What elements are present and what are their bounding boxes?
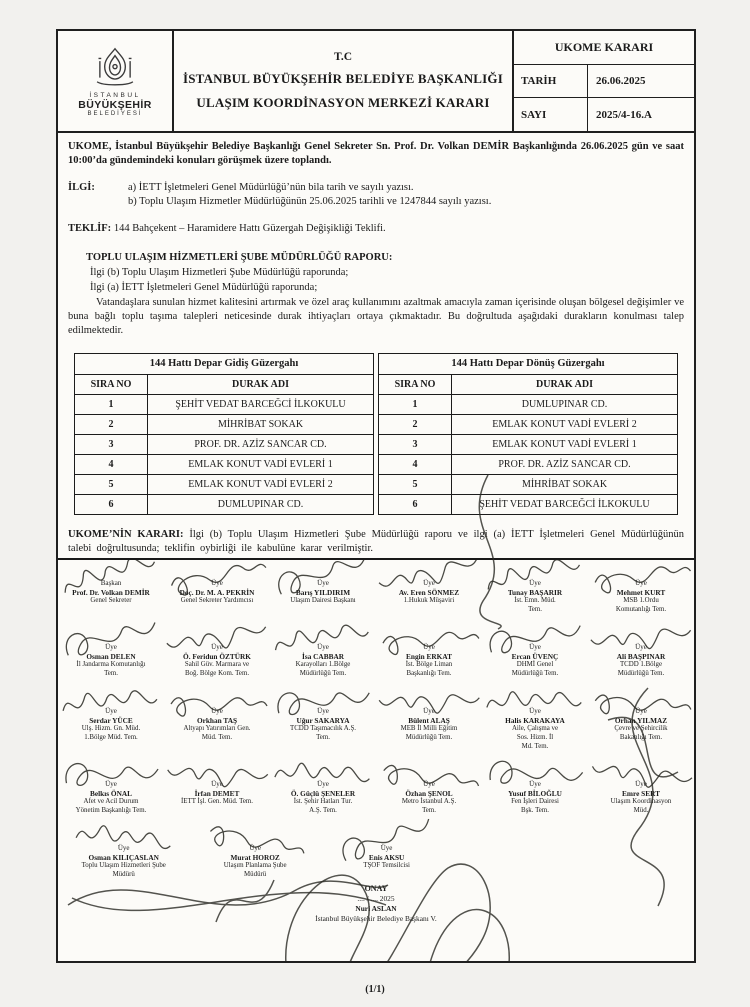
signature-org: Müdürlüğü Tem. [299, 669, 347, 677]
intro-paragraph: UKOME, İstanbul Büyükşehir Belediye Başkanlığı Genel Sekreter Sn. Prof. Dr. Volkan DEMİR Başkanlığında 26.06.2025 gün ve saat 10:00’da gündemindeki konuları görüşmek üzere toplandı. [68, 141, 684, 166]
column-header-sira-no: SIRA NO [379, 375, 452, 395]
route-table-title: 144 Hattı Depar Dönüş Güzergahı [379, 354, 678, 375]
signature-org: Md. Tem. [521, 742, 549, 750]
karar-text: İlgi (b) Toplu Ulaşım Hizmetleri Şube Müdürlüğü raporu ve ilgi (a) İETT İşletmeleri Genel Müdürlüğünün talebi doğrultusunda; teklifin oybirliği ile kabulüne karar verilmiştir. [68, 529, 684, 554]
page-number: (1/1) [365, 984, 385, 995]
rapor-paragraph: Vatandaşlara sunulan hizmet kalitesini artırmak ve özel araç kullanımını azaltmak amacıyla zaman içerisinde oluşan bölgesel değişimler ve buna bağlı toplu taşıma talepleri neticesinde durak ihtiyaçları ortaya çıkmaktadır. Bu doğrultuda aşağıdaki durakların konulması talep edilmektedir. [68, 297, 684, 336]
signature-row [58, 568, 694, 614]
ilgi-label: İLGİ: [68, 182, 95, 193]
signature-org: Ulş. Hizm. Gn. Müd. [81, 725, 141, 733]
signature-org: TCDD 1.Bölge [619, 661, 663, 669]
signature-org: MSB 1.Ordu [623, 597, 659, 604]
signature-block [588, 769, 694, 815]
document-title-cell [174, 31, 514, 131]
onay-block [58, 884, 694, 924]
signature-block [164, 632, 270, 678]
signature-row [58, 769, 694, 815]
signature-org: TCDD Taşımacılık A.Ş. [290, 725, 356, 733]
signature-org: Çevre ve Şehircilik [614, 725, 668, 733]
signature-block [270, 696, 376, 751]
stop-name: ŞEHİT VEDAT BARCEĞCİ İLKOKULU [148, 395, 374, 415]
table-row [75, 475, 374, 495]
signature-role: Üye [529, 780, 541, 789]
signature-role: Üye [317, 780, 329, 789]
route-table-gidis [74, 353, 374, 515]
stop-name: EMLAK KONUT VADİ EVLERİ 2 [148, 475, 374, 495]
signature-name: Ali BAŞPINAR [616, 652, 666, 662]
signature-name: Yusuf BİLOĞLU [508, 789, 562, 799]
signature-name: Belkıs ÖNAL [90, 789, 132, 799]
signature-role: Üye [423, 780, 435, 789]
signature-org: İst. Emn. Müd. [514, 597, 556, 604]
column-header-sira-no: SIRA NO [75, 375, 148, 395]
signature-org: Sos. Hizm. İl [516, 733, 554, 741]
onay-name: Nuri ASLAN [355, 903, 397, 913]
signature-org: Aile, Çalışma ve [511, 725, 559, 733]
stop-number: 6 [379, 495, 452, 515]
signature-name: Av. Eren SÖNMEZ [398, 588, 460, 597]
signature-block [58, 632, 164, 678]
stop-name: MİHRİBAT SOKAK [148, 415, 374, 435]
signature-org: Fen İşleri Dairesi [511, 798, 559, 806]
signature-row [58, 833, 452, 879]
signature-role: Üye [211, 579, 223, 587]
signature-role: Başkan [100, 579, 122, 587]
signature-name: İrfan DEMET [194, 789, 240, 799]
rapor-line-1: İlgi (b) Toplu Ulaşım Hizmetleri Şube Müdürlüğü raporunda; [90, 267, 349, 278]
document-body [58, 133, 694, 556]
signature-name: Tunay BAŞARIR [507, 588, 563, 597]
signature-role: Üye [635, 643, 647, 652]
stop-name: PROF. DR. AZİZ SANCAR CD. [452, 455, 678, 475]
tarih-value: 26.06.2025 [596, 75, 646, 87]
signature-org: Komutanlığı Tem. [615, 605, 667, 613]
signature-org: Müdürlüğü Tem. [511, 669, 559, 677]
table-row [75, 395, 374, 415]
ibb-logo-icon [93, 46, 137, 90]
signature-name: Orhan YILMAZ [614, 716, 668, 726]
signature-org: DHMİ Genel [516, 661, 554, 669]
ilgi-block [68, 181, 684, 209]
signature-org: Bakanlığı Tem. [619, 733, 663, 741]
ibb-logo-cell [58, 31, 174, 131]
table-row [379, 495, 678, 515]
table-row [379, 475, 678, 495]
sayi-label: SAYI [514, 98, 588, 131]
signature-name: Osman KILIÇASLAN [88, 853, 159, 863]
signature-role: Üye [635, 707, 647, 716]
signature-row [58, 696, 694, 751]
signature-org: MEB İl Milli Eğitim [400, 725, 458, 733]
signature-role: Üye [317, 579, 329, 587]
signature-org: Müdürlüğü Tem. [405, 733, 453, 741]
stop-number: 1 [379, 395, 452, 415]
signature-org: Afet ve Acil Durum [83, 798, 139, 806]
title-line-1: İSTANBUL BÜYÜKŞEHİR BELEDİYE BAŞKANLIĞI [182, 71, 503, 86]
stop-number: 1 [75, 395, 148, 415]
signature-block [164, 769, 270, 815]
stop-name: MİHRİBAT SOKAK [452, 475, 678, 495]
signature-role: Üye [117, 844, 130, 853]
route-tables [68, 353, 684, 515]
signature-org: Tem. [422, 806, 436, 814]
signature-org: Müdürü [244, 870, 267, 878]
title-tc: T.C [334, 51, 352, 63]
table-row [379, 455, 678, 475]
signature-role: Üye [529, 707, 541, 716]
stop-name: PROF. DR. AZİZ SANCAR CD. [148, 435, 374, 455]
signature-role: Üye [211, 780, 223, 789]
signature-role: Üye [211, 643, 223, 652]
signature-org: Müdürü [112, 870, 135, 878]
signature-org: İETT İşl. Gen. Müd. Tem. [181, 798, 253, 806]
signature-org: Metro İstanbul A.Ş. [401, 798, 457, 806]
signature-org: Bşk. Tem. [521, 806, 549, 814]
signature-name: Serdar YÜCE [89, 716, 133, 726]
signature-org: A.Ş. Tem. [309, 806, 337, 814]
signature-name: Prof. Dr. Volkan DEMİR [72, 588, 150, 597]
signature-org: Müdürlüğü Tem. [617, 669, 665, 677]
signature-block [58, 696, 164, 751]
signature-name: Doç. Dr. M. A. PEKRİN [179, 588, 255, 597]
stop-number: 4 [75, 455, 148, 475]
stop-name: EMLAK KONUT VADİ EVLERİ 1 [452, 435, 678, 455]
signature-block [376, 769, 482, 815]
signature-name: Mehmet KURT [616, 588, 666, 597]
table-row [75, 455, 374, 475]
ilgi-item-b: b) Toplu Ulaşım Hizmetler Müdürlüğünün 25.06.2025 tarihli ve 1247844 sayılı yazısı. [128, 196, 492, 207]
signature-block [376, 568, 482, 614]
stop-number: 6 [75, 495, 148, 515]
signature-org: Tem. [316, 733, 330, 741]
signature-block [164, 568, 270, 614]
signature-section [58, 558, 694, 961]
signature-org: Müd. [633, 806, 649, 814]
signature-org: İst. Bölge Liman [405, 661, 453, 669]
signature-org: 1.Bölge Müd. Tem. [84, 733, 138, 741]
signature-org: Tem. [104, 669, 118, 677]
meta-row-sayi [514, 98, 694, 131]
signature-block [58, 568, 164, 614]
signature-block [588, 696, 694, 751]
signature-row [58, 632, 694, 678]
signature-name: Özhan ŞENOL [405, 789, 453, 799]
signature-role: Üye [380, 844, 393, 853]
signature-role: Üye [105, 707, 117, 716]
signature-role: Üye [423, 579, 435, 587]
stop-name: EMLAK KONUT VADİ EVLERİ 1 [148, 455, 374, 475]
signature-role: Üye [529, 579, 541, 587]
signature-org: Genel Sekreter [90, 597, 132, 604]
signature-role: Üye [635, 780, 647, 789]
onay-title: ONAY [364, 883, 388, 893]
logo-text-istanbul: İSTANBUL [89, 91, 141, 99]
signature-org: Ulaşım Koordinasyon [610, 798, 672, 806]
signature-block [482, 568, 588, 614]
signature-block [588, 568, 694, 614]
signature-role: Üye [317, 643, 329, 652]
signature-role: Üye [423, 707, 435, 716]
signature-org: Yönetim Başkanlığı Tem. [75, 806, 147, 814]
stop-number: 5 [379, 475, 452, 495]
teklif-label: TEKLİF: [68, 223, 112, 234]
signature-block [189, 833, 320, 879]
signature-role: Üye [635, 579, 647, 587]
signature-role: Üye [423, 643, 435, 652]
signature-name: Ercan ÜVENÇ [511, 652, 559, 662]
stop-name: DUMLUPINAR CD. [452, 395, 678, 415]
signature-name: Barış YILDIRIM [295, 588, 351, 597]
karar-paragraph [68, 528, 684, 556]
signature-block [321, 833, 452, 879]
signature-name: Ö. Feridun ÖZTÜRK [183, 652, 251, 662]
karar-label: UKOME’NİN KARARI: [68, 529, 184, 540]
signature-name: Uğur SAKARYA [296, 716, 350, 726]
signature-org: Ulaşım Planlama Şube [223, 862, 287, 870]
signature-name: İsa CABBAR [302, 652, 344, 662]
signature-block [270, 769, 376, 815]
signature-name: Orkhan TAŞ [196, 716, 238, 726]
stop-name: DUMLUPINAR CD. [148, 495, 374, 515]
signature-name: Osman DELEN [86, 652, 136, 662]
logo-text-belediyesi: BELEDİYESİ [87, 110, 143, 117]
stop-number: 3 [379, 435, 452, 455]
meta-ukome-karari: UKOME KARARI [514, 31, 694, 65]
signature-block [588, 632, 694, 678]
signature-org: Toplu Ulaşım Hizmetleri Şube [81, 862, 166, 870]
signature-block [376, 696, 482, 751]
rapor-title: TOPLU ULAŞIM HİZMETLERİ ŞUBE MÜDÜRLÜĞÜ RAPORU: [86, 252, 393, 263]
signature-org: Müd. Tem. [201, 733, 233, 741]
table-row [379, 395, 678, 415]
stop-number: 2 [379, 415, 452, 435]
title-line-2: ULAŞIM KOORDİNASYON MERKEZİ KARARI [196, 95, 490, 110]
teklif-line [68, 222, 684, 236]
ilgi-item-a: a) İETT İşletmeleri Genel Müdürlüğü’nün bila tarih ve sayılı yazısı. [128, 182, 414, 193]
rapor-line-2: İlgi (a) İETT İşletmeleri Genel Müdürlüğü raporunda; [90, 282, 318, 293]
signature-grid [58, 568, 694, 880]
onay-date: .... / .... 2025 [357, 893, 395, 903]
meta-table [514, 31, 694, 131]
signature-block [164, 696, 270, 751]
signature-role: Üye [317, 707, 329, 716]
stop-number: 2 [75, 415, 148, 435]
signature-block [58, 769, 164, 815]
teklif-text: 144 Bahçekent – Haramidere Hattı Güzergah Değişikliği Teklifi. [113, 223, 386, 234]
signature-name: Halis KARAKAYA [505, 716, 565, 726]
signature-name: Bülent ALAŞ [408, 716, 450, 726]
table-row [379, 415, 678, 435]
signature-name: Murat HOROZ [230, 853, 280, 863]
signature-block [482, 632, 588, 678]
signature-org: Ulaşım Dairesi Başkanı [290, 597, 356, 604]
stop-number: 4 [379, 455, 452, 475]
signature-role: Üye [249, 844, 261, 853]
signature-org: TŞOF Temsilcisi [363, 862, 410, 870]
signature-org: İst. Şehir Hatları Tur. [293, 798, 353, 806]
signature-org: Altyapı Yatırımları Gen. [183, 725, 251, 733]
route-table-title: 144 Hattı Depar Gidiş Güzergahı [75, 354, 374, 375]
column-header-durak-adi: DURAK ADI [148, 375, 374, 395]
signature-role: Üye [529, 643, 541, 652]
stop-number: 5 [75, 475, 148, 495]
logo-text-buyuksehir: BÜYÜKŞEHİR [78, 98, 152, 111]
signature-org: Genel Sekreter Yardımcısı [180, 597, 254, 604]
document-frame [56, 29, 696, 963]
signature-org: Sahil Güv. Marmara ve [184, 661, 250, 669]
signature-org: Boğ. Bölge Kom. Tem. [184, 669, 250, 677]
signature-block [376, 632, 482, 678]
route-table-donus [378, 353, 678, 515]
table-row [75, 495, 374, 515]
column-header-durak-adi: DURAK ADI [452, 375, 678, 395]
stop-name: ŞEHİT VEDAT BARCEĞCİ İLKOKULU [452, 495, 678, 515]
signature-block [482, 769, 588, 815]
signature-role: Üye [105, 780, 117, 789]
signature-org: 1.Hukuk Müşaviri [403, 597, 455, 604]
stop-number: 3 [75, 435, 148, 455]
sayi-value: 2025/4-16.A [596, 108, 652, 121]
signature-org: İl Jandarma Komutanlığı [76, 661, 146, 669]
signature-block [58, 833, 189, 879]
tarih-label: TARİH [514, 65, 588, 98]
signature-role: Üye [211, 707, 223, 716]
signature-name: Ö. Güçlü ŞENELER [290, 789, 356, 799]
signature-name: Enis AKSU [368, 853, 405, 863]
signature-block [482, 696, 588, 751]
stop-name: EMLAK KONUT VADİ EVLERİ 2 [452, 415, 678, 435]
signature-role: Üye [105, 643, 117, 652]
signature-org: Başkanlığı Tem. [406, 669, 452, 677]
document-header [58, 31, 694, 133]
meta-row-tarih [514, 65, 694, 99]
signature-name: Emre SERT [622, 789, 660, 799]
onay-org: İstanbul Büyükşehir Belediye Başkanı V. [315, 913, 437, 923]
signature-org: Tem. [528, 605, 542, 613]
signature-block [270, 632, 376, 678]
table-row [75, 435, 374, 455]
signature-block [270, 568, 376, 614]
table-row [75, 415, 374, 435]
signature-org: Karayolları 1.Bölge [295, 661, 351, 669]
table-row [379, 435, 678, 455]
signature-name: Engin ERKAT [406, 652, 452, 662]
